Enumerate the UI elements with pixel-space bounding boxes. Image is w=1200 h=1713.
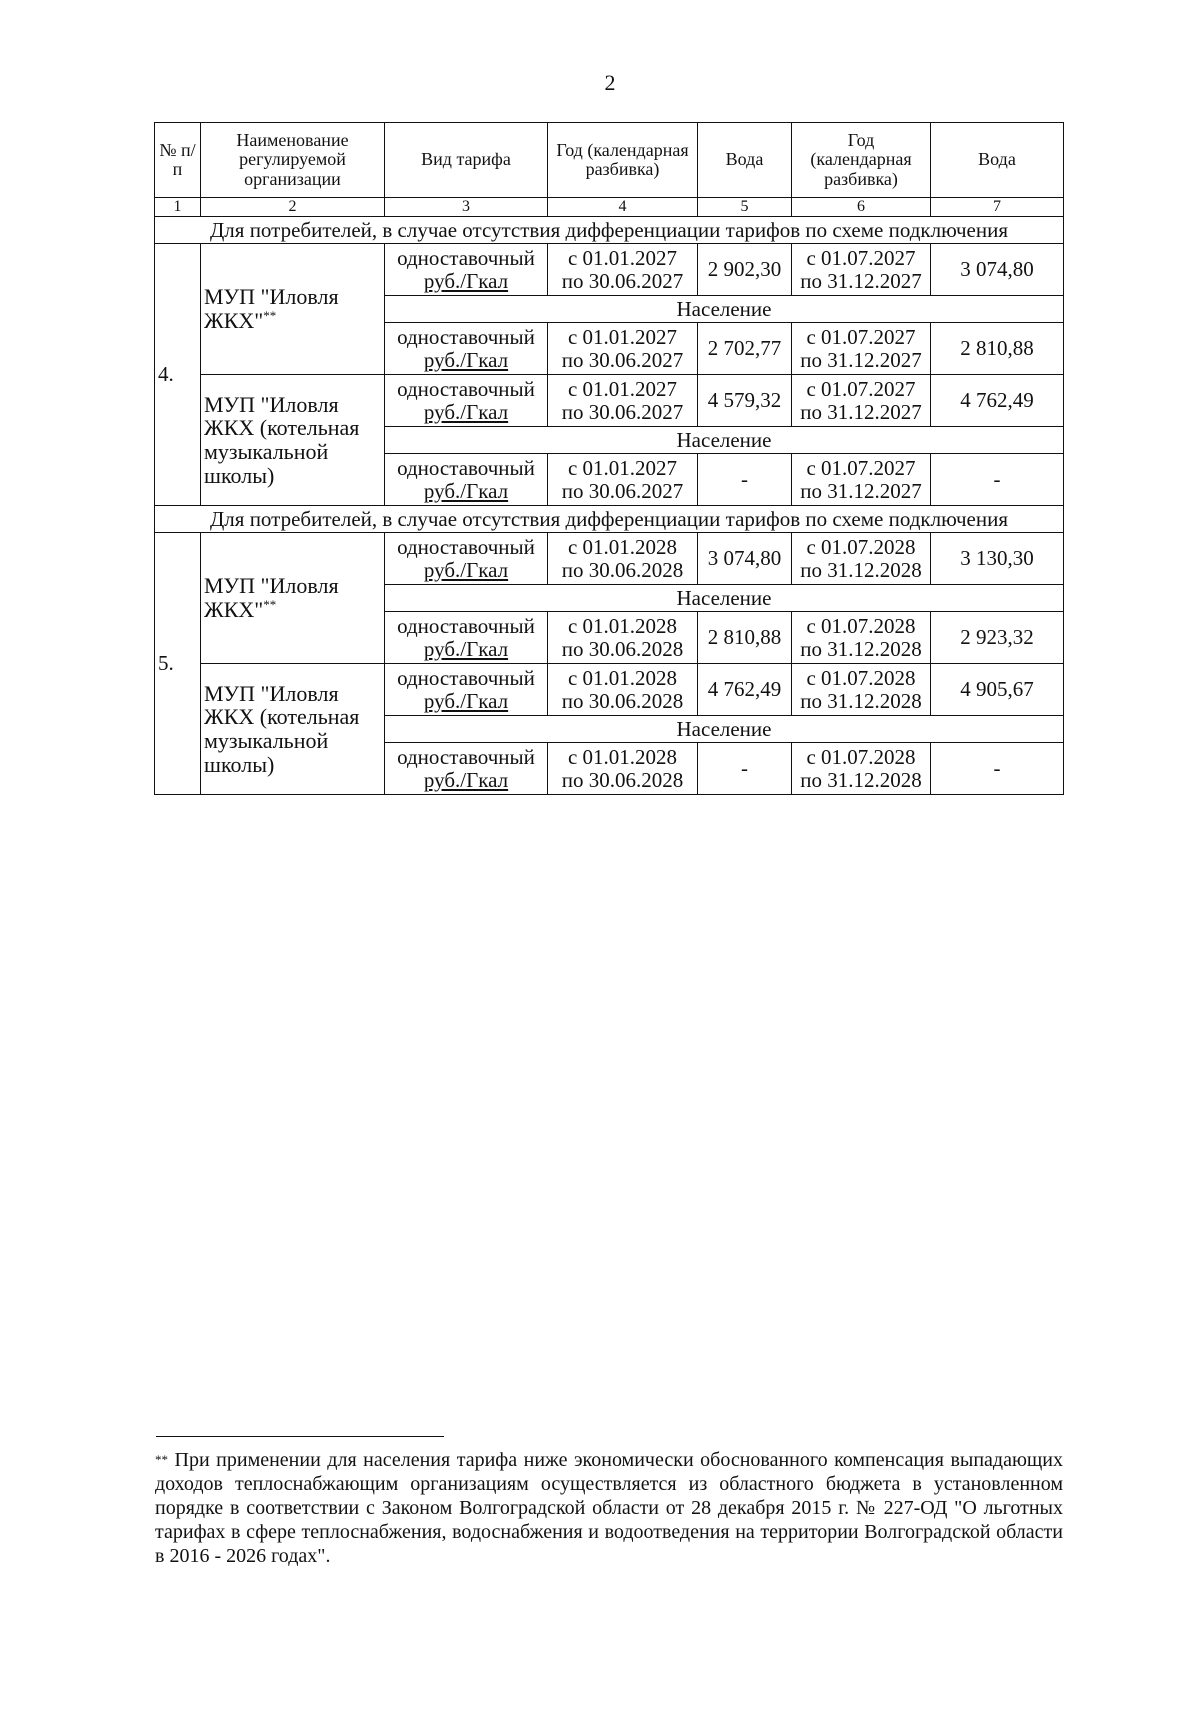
header-cell: Наименование регулируемой организации <box>201 123 385 198</box>
column-number: 1 <box>155 198 201 217</box>
footnote-ref: ** <box>263 308 277 323</box>
cell-line: одноставочный <box>397 744 535 769</box>
period-first-half <box>548 454 698 506</box>
cell-line: по 30.06.2028 <box>561 557 684 582</box>
header-cell: Вода <box>698 123 792 198</box>
period-first-half <box>548 375 698 427</box>
tariff-kind <box>385 743 548 795</box>
organization-name <box>201 664 385 795</box>
cell-line: руб./Гкал <box>423 399 509 424</box>
tariff-kind <box>385 612 548 664</box>
period-first-half <box>548 664 698 716</box>
water-value-second-half: 3 130,30 <box>931 533 1064 585</box>
period-second-half <box>792 375 931 427</box>
water-value-second-half: 2 923,32 <box>931 612 1064 664</box>
population-label: Население <box>385 585 1064 612</box>
cell-line: по 31.12.2028 <box>800 767 922 792</box>
header-cell: Год (календарная разбивка) <box>548 123 698 198</box>
water-value-second-half: 3 074,80 <box>931 244 1064 296</box>
period-second-half <box>792 454 931 506</box>
cell-line: с 01.07.2028 <box>806 534 916 559</box>
tariff-kind <box>385 375 548 427</box>
organization-name-text: МУП "Иловля ЖКХ (котельная музыкальной школы) <box>204 391 360 488</box>
period-second-half <box>792 664 931 716</box>
cell-line: по 30.06.2028 <box>561 688 684 713</box>
column-number: 2 <box>201 198 385 217</box>
cell-line: одноставочный <box>397 455 535 480</box>
footnote-text: При применении для населения тарифа ниже экономически обоснованного компенсация выпадающих доходов теплоснабжающим организациям осуществляется из областного бюджета в установленном порядке в соответствии с Законом Волгоградской области от 28 декабря 2015 г. № 227-ОД "О льготных тарифах в сфере теплоснабжения, водоснабжения и водоотведения на территории Волгоградской области в 2016 - 2026 годах". <box>155 1449 1064 1567</box>
cell-line: с 01.01.2028 <box>567 744 678 769</box>
table-row <box>155 375 1064 427</box>
cell-line: руб./Гкал <box>423 268 509 293</box>
tariff-body <box>155 217 1064 795</box>
cell-line: с 01.01.2027 <box>567 376 678 401</box>
water-value-first-half: 2 902,30 <box>698 244 792 296</box>
cell-line: по 31.12.2027 <box>800 347 922 372</box>
tariff-kind <box>385 454 548 506</box>
table-row <box>155 244 1064 296</box>
section-row <box>155 217 1064 244</box>
cell-line: руб./Гкал <box>423 688 509 713</box>
cell-line: с 01.01.2028 <box>567 613 678 638</box>
organization-name-text: МУП "Иловля ЖКХ" <box>204 284 339 333</box>
water-value-second-half: - <box>931 454 1064 506</box>
cell-line: по 30.06.2027 <box>561 268 684 293</box>
cell-line: по 31.12.2027 <box>800 478 922 503</box>
cell-line: с 01.07.2027 <box>806 324 916 349</box>
row-number: 5. <box>155 533 201 795</box>
cell-line: руб./Гкал <box>423 557 509 582</box>
water-value-first-half: 2 702,77 <box>698 323 792 375</box>
period-first-half <box>548 743 698 795</box>
cell-line: по 31.12.2027 <box>800 268 922 293</box>
cell-line: по 31.12.2027 <box>800 399 922 424</box>
period-first-half <box>548 244 698 296</box>
column-number: 7 <box>931 198 1064 217</box>
period-second-half <box>792 533 931 585</box>
cell-line: руб./Гкал <box>423 478 509 503</box>
row-number: 4. <box>155 244 201 506</box>
cell-line: руб./Гкал <box>423 347 509 372</box>
footnote-ref: ** <box>263 597 277 612</box>
cell-line: с 01.01.2028 <box>567 534 678 559</box>
water-value-second-half: 2 810,88 <box>931 323 1064 375</box>
header-cell: Год (календарная разбивка) <box>792 123 931 198</box>
section-label: Для потребителей, в случае отсутствия дифференциации тарифов по схеме подключения <box>155 217 1064 244</box>
water-value-first-half: 4 762,49 <box>698 664 792 716</box>
tariff-kind <box>385 323 548 375</box>
cell-line: по 30.06.2027 <box>561 399 684 424</box>
period-second-half <box>792 244 931 296</box>
cell-line: одноставочный <box>397 324 535 349</box>
column-number-row <box>155 198 1064 217</box>
period-second-half <box>792 323 931 375</box>
water-value-first-half: 2 810,88 <box>698 612 792 664</box>
table-row <box>155 533 1064 585</box>
header-cell: Вид тарифа <box>385 123 548 198</box>
cell-line: одноставочный <box>397 613 535 638</box>
cell-line: с 01.07.2028 <box>806 744 916 769</box>
tariff-kind <box>385 244 548 296</box>
cell-line: с 01.01.2027 <box>567 245 678 270</box>
period-first-half <box>548 323 698 375</box>
population-label: Население <box>385 427 1064 454</box>
cell-line: по 30.06.2028 <box>561 636 684 661</box>
section-label: Для потребителей, в случае отсутствия дифференциации тарифов по схеме подключения <box>155 506 1064 533</box>
cell-line: по 30.06.2028 <box>561 767 684 792</box>
cell-line: с 01.01.2027 <box>567 324 678 349</box>
cell-line: одноставочный <box>397 376 535 401</box>
period-first-half <box>548 612 698 664</box>
period-first-half <box>548 533 698 585</box>
population-label: Население <box>385 716 1064 743</box>
water-value-first-half: - <box>698 454 792 506</box>
water-value-first-half: 3 074,80 <box>698 533 792 585</box>
cell-line: с 01.07.2027 <box>806 376 916 401</box>
cell-line: по 30.06.2027 <box>561 478 684 503</box>
cell-line: с 01.01.2027 <box>567 455 678 480</box>
period-second-half <box>792 612 931 664</box>
cell-line: одноставочный <box>397 665 535 690</box>
column-number: 3 <box>385 198 548 217</box>
column-number: 6 <box>792 198 931 217</box>
population-label: Население <box>385 296 1064 323</box>
cell-line: руб./Гкал <box>423 636 509 661</box>
water-value-second-half: 4 905,67 <box>931 664 1064 716</box>
cell-line: по 31.12.2028 <box>800 688 922 713</box>
cell-line: одноставочный <box>397 245 535 270</box>
section-row <box>155 506 1064 533</box>
cell-line: одноставочный <box>397 534 535 559</box>
water-value-second-half: 4 762,49 <box>931 375 1064 427</box>
cell-line: по 31.12.2028 <box>800 557 922 582</box>
organization-name-text: МУП "Иловля ЖКХ" <box>204 573 339 622</box>
tariff-kind <box>385 533 548 585</box>
column-number: 5 <box>698 198 792 217</box>
cell-line: с 01.07.2027 <box>806 245 916 270</box>
period-second-half <box>792 743 931 795</box>
cell-line: по 30.06.2027 <box>561 347 684 372</box>
cell-line: с 01.07.2028 <box>806 665 916 690</box>
cell-line: по 31.12.2028 <box>800 636 922 661</box>
footnote <box>155 1448 1063 1568</box>
footnote-rule <box>156 1436 444 1437</box>
cell-line: с 01.01.2028 <box>567 665 678 690</box>
cell-line: с 01.07.2027 <box>806 455 916 480</box>
organization-name-text: МУП "Иловля ЖКХ (котельная музыкальной школы) <box>204 680 360 777</box>
table-row <box>155 664 1064 716</box>
water-value-first-half: 4 579,32 <box>698 375 792 427</box>
page-number: 2 <box>604 70 616 95</box>
organization-name <box>201 375 385 506</box>
column-number: 4 <box>548 198 698 217</box>
water-value-first-half: - <box>698 743 792 795</box>
water-value-second-half: - <box>931 743 1064 795</box>
footnote-mark: ** <box>155 1452 168 1467</box>
organization-name <box>201 244 385 375</box>
tariff-table <box>154 122 1064 795</box>
header-row <box>155 123 1064 198</box>
header-cell: № п/п <box>155 123 201 198</box>
organization-name <box>201 533 385 664</box>
header-cell: Вода <box>931 123 1064 198</box>
cell-line: с 01.07.2028 <box>806 613 916 638</box>
cell-line: руб./Гкал <box>423 767 509 792</box>
tariff-kind <box>385 664 548 716</box>
